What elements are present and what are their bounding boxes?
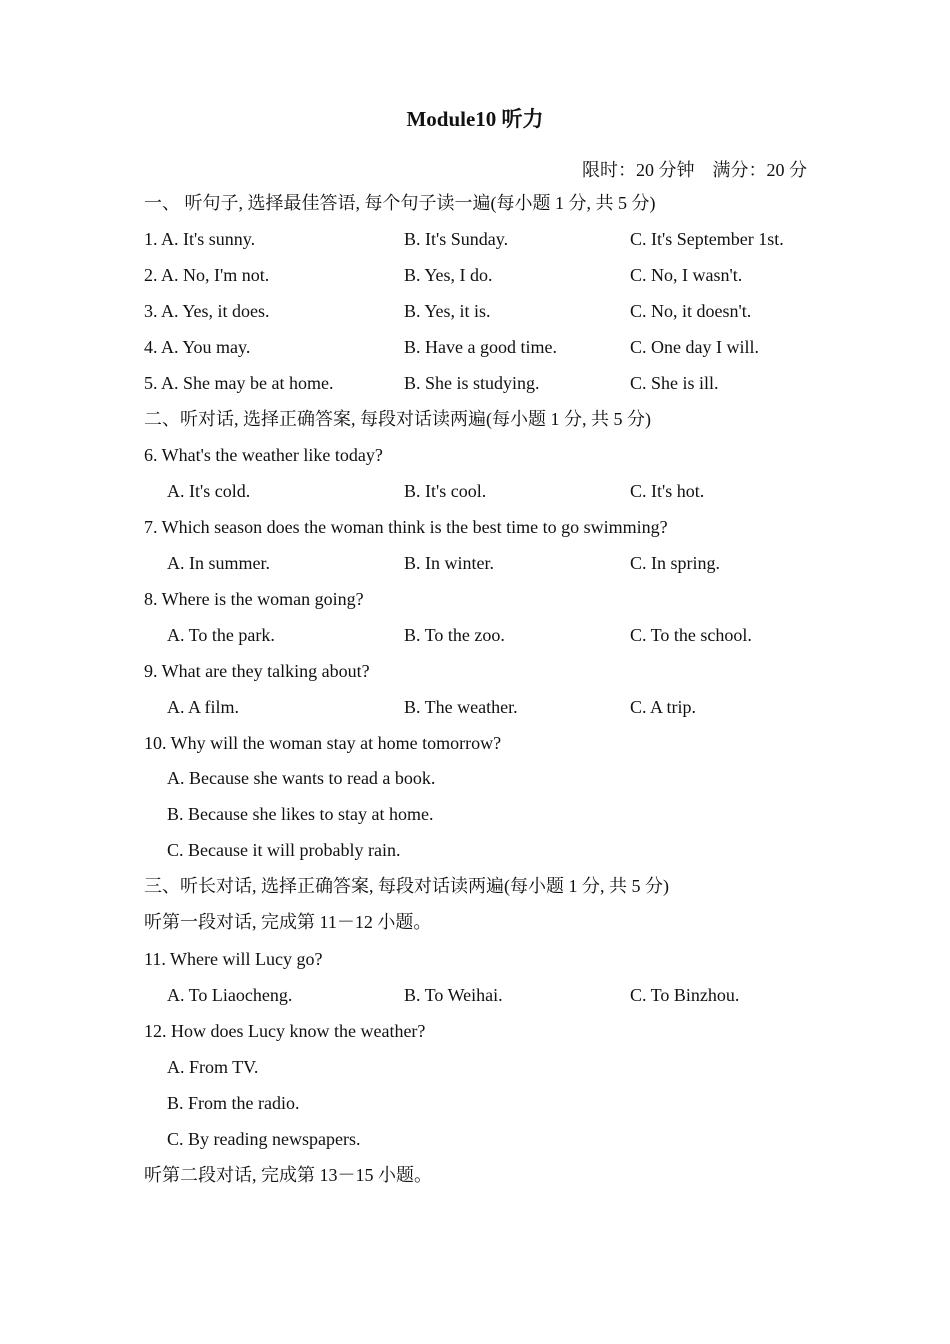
option-row <box>0 800 950 828</box>
option-c: C. It's hot. <box>630 481 705 501</box>
option-row <box>0 621 950 649</box>
page-title: Module10 听力 <box>406 107 544 131</box>
option-row <box>0 836 950 864</box>
question-row <box>0 369 950 397</box>
section-2-heading <box>0 405 950 433</box>
section-3-heading <box>0 872 950 900</box>
option-b: B. Because she likes to stay at home. <box>167 804 434 824</box>
question-stem <box>0 729 950 757</box>
option-c: C. Because it will probably rain. <box>167 840 401 860</box>
option-row <box>0 764 950 792</box>
option-a: A. To Liaocheng. <box>167 985 293 1005</box>
option-a: A. Because she wants to read a book. <box>167 768 436 788</box>
option-a: A. From TV. <box>167 1057 259 1077</box>
question-row <box>0 333 950 361</box>
question-stem <box>0 441 950 469</box>
option-c: C. To the school. <box>630 625 752 645</box>
option-a: A. A film. <box>167 697 240 717</box>
section-1-heading <box>0 189 950 217</box>
question-text: 6. What's the weather like today? <box>144 445 383 465</box>
question-stem <box>0 513 950 541</box>
question-text: 12. How does Lucy know the weather? <box>144 1021 426 1041</box>
instruction-text: 听第二段对话, 完成第 13－15 小题。 <box>144 1165 432 1185</box>
option-b: B. The weather. <box>404 697 518 717</box>
option-c: C. No, I wasn't. <box>630 265 743 285</box>
option-c: C. It's September 1st. <box>630 229 784 249</box>
option-b: B. Have a good time. <box>404 337 557 357</box>
option-b: B. From the radio. <box>167 1093 300 1113</box>
option-a: A. To the park. <box>167 625 275 645</box>
option-c: C. A trip. <box>630 697 697 717</box>
option-a: 1. A. It's sunny. <box>144 229 256 249</box>
option-c: C. By reading newspapers. <box>167 1129 361 1149</box>
section-heading-text: 二、听对话, 选择正确答案, 每段对话读两遍(每小题 1 分, 共 5 分) <box>144 409 651 429</box>
option-a: 4. A. You may. <box>144 337 251 357</box>
option-a: 5. A. She may be at home. <box>144 373 334 393</box>
question-row <box>0 297 950 325</box>
option-b: B. To Weihai. <box>404 985 503 1005</box>
option-c: C. No, it doesn't. <box>630 301 752 321</box>
question-row <box>0 261 950 289</box>
question-text: 7. Which season does the woman think is the best time to go swimming? <box>144 517 668 537</box>
question-row <box>0 225 950 253</box>
option-b: B. Yes, it is. <box>404 301 491 321</box>
option-row <box>0 1125 950 1153</box>
dialogue-1-instruction <box>0 908 950 936</box>
option-row <box>0 1053 950 1081</box>
option-b: B. It's Sunday. <box>404 229 509 249</box>
option-b: B. She is studying. <box>404 373 540 393</box>
question-text: 8. Where is the woman going? <box>144 589 364 609</box>
question-stem <box>0 657 950 685</box>
option-row <box>0 549 950 577</box>
option-row <box>0 477 950 505</box>
option-c: C. She is ill. <box>630 373 719 393</box>
option-c: C. In spring. <box>630 553 720 573</box>
option-row <box>0 693 950 721</box>
option-row <box>0 981 950 1009</box>
option-a: 2. A. No, I'm not. <box>144 265 270 285</box>
option-a: A. It's cold. <box>167 481 251 501</box>
question-stem <box>0 945 950 973</box>
section-heading-text: 一、 听句子, 选择最佳答语, 每个句子读一遍(每小题 1 分, 共 5 分) <box>144 193 656 213</box>
option-c: C. To Binzhou. <box>630 985 740 1005</box>
question-stem <box>0 1017 950 1045</box>
option-a: 3. A. Yes, it does. <box>144 301 270 321</box>
option-b: B. It's cool. <box>404 481 487 501</box>
option-b: B. To the zoo. <box>404 625 505 645</box>
time-score-info: 限时：20 分钟 满分：20 分 <box>582 160 807 180</box>
option-b: B. In winter. <box>404 553 494 573</box>
question-text: 9. What are they talking about? <box>144 661 370 681</box>
option-b: B. Yes, I do. <box>404 265 493 285</box>
instruction-text: 听第一段对话, 完成第 11－12 小题。 <box>144 912 432 932</box>
option-a: A. In summer. <box>167 553 270 573</box>
question-text: 11. Where will Lucy go? <box>144 949 323 969</box>
question-stem <box>0 585 950 613</box>
question-text: 10. Why will the woman stay at home tomorrow? <box>144 733 502 753</box>
dialogue-2-instruction <box>0 1161 950 1189</box>
option-c: C. One day I will. <box>630 337 759 357</box>
option-row <box>0 1089 950 1117</box>
section-heading-text: 三、听长对话, 选择正确答案, 每段对话读两遍(每小题 1 分, 共 5 分) <box>144 876 669 896</box>
